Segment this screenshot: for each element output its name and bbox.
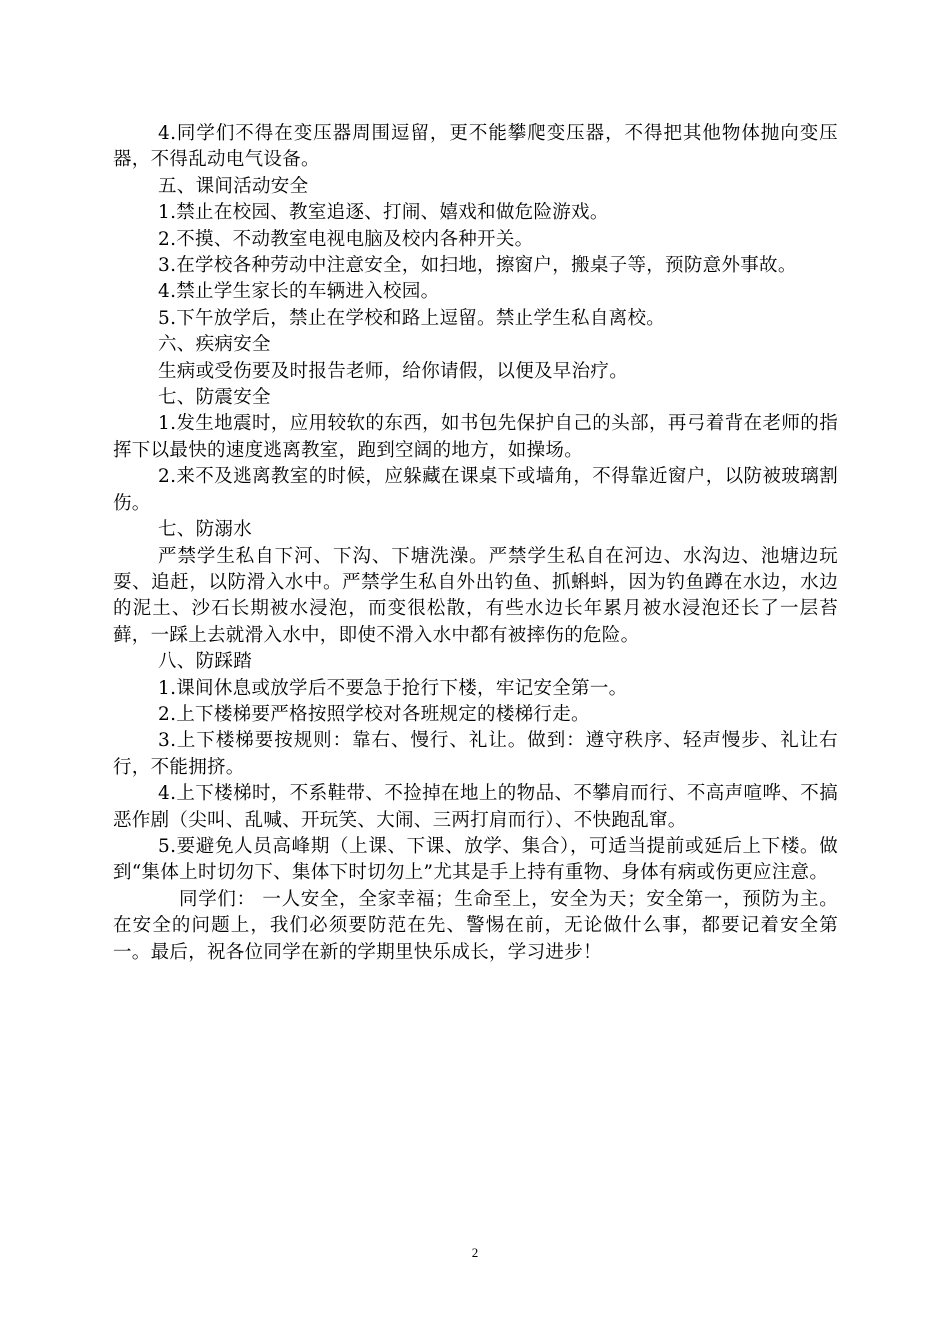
paragraph: 七、防溺水: [158, 519, 253, 541]
document-body: [113, 121, 838, 966]
paragraph: 2.来不及逃离教室的时候，应躲藏在课桌下或墙角，不得靠近窗户，以防被玻璃割伤。: [113, 466, 838, 514]
paragraph: 4.上下楼梯时，不系鞋带、不捡掉在地上的物品、不攀肩而行、不高声喧哗、不搞恶作剧（尖叫、乱喊、开玩笑、大闹、三两打肩而行）、不快跑乱窜。: [113, 783, 838, 831]
paragraph: 严禁学生私自下河、下沟、下塘洗澡。严禁学生私自在河边、水沟边、池塘边玩耍、追赶，以防滑入水中。严禁学生私自外出钓鱼、抓蝌蚪，因为钓鱼蹲在水边，水边的泥土、沙石长期被水浸泡，而变很松散，有些水边长年累月被水浸泡还长了一层苔藓，一踩上去就滑入水中，即使不滑入水中都有被摔伤的危险。: [113, 545, 838, 646]
paragraph: 3.上下楼梯要按规则：靠右、慢行、礼让。做到：遵守秩序、轻声慢步、礼让右行，不能拥挤。: [113, 730, 838, 778]
paragraph: 1.课间休息或放学后不要急于抢行下楼，牢记安全第一。: [158, 677, 628, 699]
paragraph: 1.禁止在校园、教室追逐、打闹、嬉戏和做危险游戏。: [158, 202, 609, 224]
paragraph: 4.禁止学生家长的车辆进入校园。: [158, 281, 440, 303]
paragraph: 生病或受伤要及时报告老师，给你请假，以便及早治疗。: [158, 360, 629, 382]
paragraph: 八、防踩踏: [158, 651, 253, 673]
paragraph: 2.上下楼梯要严格按照学校对各班规定的楼梯行走。: [158, 703, 590, 725]
paragraph: 3.在学校各种劳动中注意安全，如扫地，擦窗户，搬桌子等，预防意外事故。: [158, 255, 797, 277]
paragraph: 同学们： 一人安全，全家幸福；生命至上，安全为天；安全第一，预防为主。在安全的问题上，我们必须要防范在先、警惕在前，无论做什么事，都要记着安全第一。最后，祝各位同学在新的学期里快乐成长，学习进步！: [113, 888, 838, 963]
paragraph: 七、防震安全: [158, 387, 271, 409]
paragraph: 六、疾病安全: [158, 334, 271, 356]
paragraph: 五、课间活动安全: [158, 175, 309, 197]
paragraph: 5.下午放学后，禁止在学校和路上逗留。禁止学生私自离校。: [158, 307, 666, 329]
paragraph: 5.要避免人员高峰期（上课、下课、放学、集合），可适当提前或延后上下楼。做到“集体上时切勿下、集体下时切勿上”尤其是手上持有重物、身体有病或伤更应注意。: [113, 835, 838, 884]
page-number: 2: [471, 1245, 479, 1260]
paragraph: 1.发生地震时，应用较软的东西，如书包先保护自己的头部，再弓着背在老师的指挥下以最快的速度逃离教室，跑到空阔的地方，如操场。: [113, 413, 838, 461]
paragraph: 2.不摸、不动教室电视电脑及校内各种开关。: [158, 228, 534, 250]
paragraph: 4.同学们不得在变压器周围逗留，更不能攀爬变压器，不得把其他物体抛向变压器，不得乱动电气设备。: [113, 123, 838, 171]
